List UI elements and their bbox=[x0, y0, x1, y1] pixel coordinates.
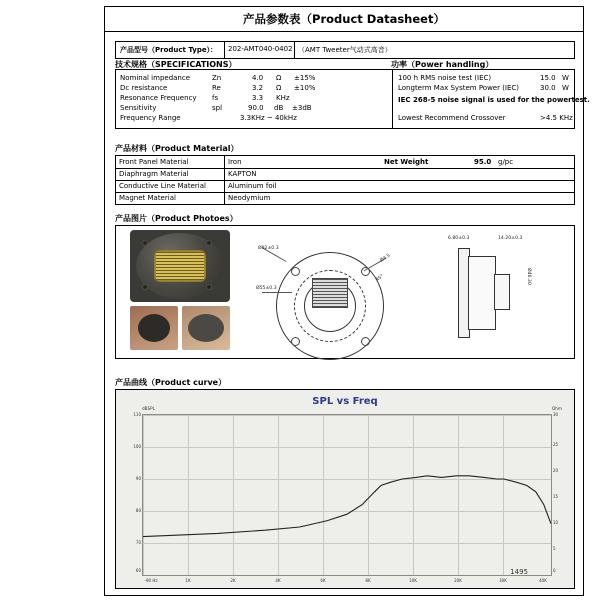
x-tick: 8K bbox=[365, 578, 371, 583]
x-tick: 2K bbox=[230, 578, 236, 583]
chart-stamp: 1495 bbox=[510, 568, 528, 576]
spec-unit: Ω bbox=[276, 74, 282, 82]
material-name: Magnet Material bbox=[119, 194, 176, 202]
curve-panel bbox=[115, 389, 575, 589]
power-value: 15.0 bbox=[540, 74, 556, 82]
mounting-hole bbox=[291, 337, 300, 346]
y2-tick: 15 bbox=[553, 494, 559, 499]
spec-name: Dc resistance bbox=[120, 84, 168, 92]
product-type-note: （AMT Tweeter气动式高音） bbox=[298, 46, 392, 54]
y2-axis-label: Ohm bbox=[551, 406, 562, 411]
spec-value: 3.3KHz ~ 40kHz bbox=[240, 114, 297, 122]
power-note: IEC 268-5 noise signal is used for the powertest. bbox=[398, 96, 590, 104]
datasheet-frame bbox=[104, 6, 590, 596]
spl-curve bbox=[143, 415, 551, 575]
specifications-table bbox=[115, 69, 590, 129]
mounting-hole bbox=[361, 337, 370, 346]
y-tick: 100 bbox=[133, 444, 141, 449]
y2-tick: 25 bbox=[553, 442, 559, 447]
drawing-side-view bbox=[434, 234, 564, 352]
power-value: >4.5 KHz bbox=[540, 114, 573, 122]
spec-tolerance: ±3dB bbox=[292, 104, 312, 112]
x-tick: 30K bbox=[499, 578, 507, 583]
divider bbox=[116, 192, 574, 193]
product-photo-front bbox=[130, 230, 230, 302]
spec-name: Sensitivity bbox=[120, 104, 157, 112]
y2-tick: 20 bbox=[553, 468, 559, 473]
screw-hole bbox=[142, 284, 148, 290]
spec-name: Frequency Range bbox=[120, 114, 181, 122]
chart-title: SPL vs Freq bbox=[312, 396, 378, 407]
spec-name: Resonance Frequency bbox=[120, 94, 197, 102]
power-name: Lowest Recommend Crossover bbox=[398, 114, 506, 122]
spec-unit: dB bbox=[274, 104, 284, 112]
spec-unit: Ω bbox=[276, 84, 282, 92]
material-value: KAPTON bbox=[228, 170, 257, 178]
product-type-value: 202-AMT040-0402 bbox=[228, 45, 293, 53]
power-name: 100 h RMS noise test (IEC) bbox=[398, 74, 492, 82]
dimension-magnet-diameter: Ø46.30 bbox=[526, 268, 531, 285]
divider bbox=[294, 42, 295, 58]
y-tick: 90 bbox=[135, 476, 141, 481]
product-type-label: 产品型号（Product Type）： bbox=[120, 46, 218, 54]
section-photos-label: 产品图片（Product Photoes） bbox=[115, 214, 238, 223]
divider bbox=[116, 180, 574, 181]
material-value: Neodymium bbox=[228, 194, 271, 202]
section-curve-label: 产品曲线（Product curve） bbox=[115, 378, 227, 387]
divider bbox=[116, 168, 574, 169]
power-unit: W bbox=[562, 74, 569, 82]
x-tick: 20K bbox=[454, 578, 462, 583]
spec-value: 3.3 bbox=[252, 94, 264, 102]
y2-tick: 0 bbox=[553, 568, 556, 573]
x-tick: 40K bbox=[539, 578, 547, 583]
y-tick: 60 bbox=[135, 568, 141, 573]
y2-tick: 30 bbox=[553, 412, 559, 417]
y-axis-label: dBSPL bbox=[142, 406, 155, 411]
title-divider bbox=[105, 31, 583, 32]
photos-panel bbox=[115, 225, 575, 359]
product-type-row bbox=[115, 41, 575, 59]
body-profile bbox=[468, 256, 496, 330]
material-name: Diaphragm Material bbox=[119, 170, 189, 178]
net-weight-label: Net Weight bbox=[384, 158, 429, 166]
dimension-flange-thickness: 6.80±0.3 bbox=[448, 236, 470, 241]
x-tick: -90 Hz bbox=[144, 578, 158, 583]
diaphragm-hatch bbox=[312, 278, 348, 308]
spec-value: 90.0 bbox=[248, 104, 264, 112]
dimension-bolt-circle: Ø55±0.3 bbox=[256, 286, 277, 291]
section-power-label: 功率（Power handling） bbox=[391, 60, 494, 69]
y-tick: 70 bbox=[135, 540, 141, 545]
material-value: Aluminum foil bbox=[228, 182, 277, 190]
product-photo-angle bbox=[130, 306, 178, 350]
diaphragm-pleats bbox=[156, 252, 204, 280]
x-tick: 4K bbox=[275, 578, 281, 583]
drawing-front-view bbox=[256, 234, 416, 352]
spec-symbol: fs bbox=[212, 94, 219, 102]
magnet-profile bbox=[494, 274, 510, 310]
spec-symbol: Re bbox=[212, 84, 221, 92]
dimension-leader bbox=[262, 292, 292, 293]
y-tick: 80 bbox=[135, 508, 141, 513]
dimension-depth: 14.20±0.3 bbox=[498, 236, 523, 241]
x-tick: 10K bbox=[409, 578, 417, 583]
spec-name: Nominal impedance bbox=[120, 74, 191, 82]
tweeter-body bbox=[138, 314, 170, 342]
power-value: 30.0 bbox=[540, 84, 556, 92]
screw-hole bbox=[206, 284, 212, 290]
tweeter-magnet bbox=[188, 314, 224, 342]
material-name: Conductive Line Material bbox=[119, 182, 206, 190]
x-tick: 6K bbox=[320, 578, 326, 583]
x-tick: 1K bbox=[185, 578, 191, 583]
material-table bbox=[115, 155, 575, 205]
power-name: Longterm Max System Power (IEC) bbox=[398, 84, 520, 92]
y2-tick: 10 bbox=[553, 520, 559, 525]
spec-symbol: spl bbox=[212, 104, 223, 112]
spec-tolerance: ±10% bbox=[294, 84, 316, 92]
page-title: 产品参数表（Product Datasheet） bbox=[243, 12, 445, 26]
spec-power-divider bbox=[392, 70, 393, 128]
net-weight-value: 95.0 bbox=[474, 158, 492, 166]
product-photo-rear bbox=[182, 306, 230, 350]
screw-hole bbox=[142, 240, 148, 246]
material-value: Iron bbox=[228, 158, 242, 166]
spec-value: 4.0 bbox=[252, 74, 264, 82]
divider bbox=[224, 42, 225, 58]
mounting-hole bbox=[291, 267, 300, 276]
material-name: Front Panel Material bbox=[119, 158, 189, 166]
spec-value: 3.2 bbox=[252, 84, 264, 92]
y2-tick: 5 bbox=[553, 546, 556, 551]
dimension-outer: Ø92±0.3 bbox=[258, 246, 279, 251]
section-specifications-label: 技术规格（SPECIFICATIONS） bbox=[115, 60, 237, 69]
y-tick: 110 bbox=[133, 412, 141, 417]
screw-hole bbox=[206, 240, 212, 246]
spec-symbol: Zn bbox=[212, 74, 222, 82]
section-material-label: 产品材料（Product Material） bbox=[115, 144, 239, 153]
spl-plot bbox=[133, 412, 559, 583]
dimension-angle: 45° bbox=[375, 274, 385, 283]
spec-unit: KHz bbox=[276, 94, 290, 102]
power-unit: W bbox=[562, 84, 569, 92]
dimension-hole: Ø4.5 bbox=[379, 253, 392, 264]
net-weight-unit: g/pc bbox=[498, 158, 514, 166]
spec-tolerance: ±15% bbox=[294, 74, 316, 82]
